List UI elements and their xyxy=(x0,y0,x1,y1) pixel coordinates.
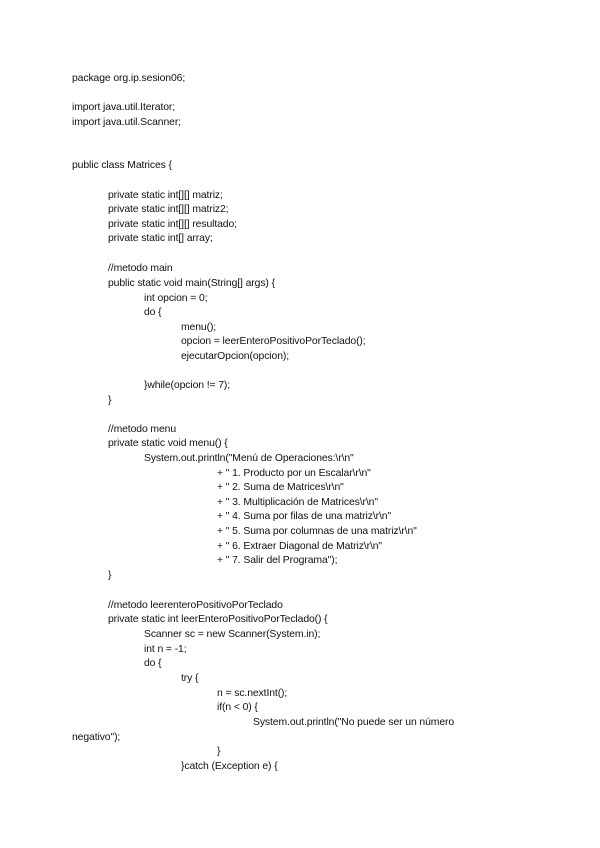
code-line: } xyxy=(217,746,221,757)
code-line: ejecutarOpcion(opcion); xyxy=(181,351,290,362)
code-line: do { xyxy=(144,658,162,669)
code-line: private static int[][] resultado; xyxy=(108,219,237,230)
code-line: n = sc.nextInt(); xyxy=(217,688,288,699)
code-line: int opcion = 0; xyxy=(144,293,208,304)
code-line: + " 7. Salir del Programa"); xyxy=(217,555,338,566)
code-line: try { xyxy=(181,673,199,684)
code-line: private static void menu() { xyxy=(108,438,228,449)
code-line: System.out.println("Menú de Operaciones:\r\n" xyxy=(144,453,354,464)
code-line: + " 2. Suma de Matrices\r\n" xyxy=(217,482,344,493)
code-line: } xyxy=(108,570,112,581)
code-line: }while(opcion != 7); xyxy=(144,380,231,391)
code-line: //metodo main xyxy=(108,263,173,274)
code-line: private static int leerEnteroPositivoPorTeclado() { xyxy=(108,614,328,625)
code-line: private static int[][] matriz; xyxy=(108,190,223,201)
code-line: private static int[][] matriz2; xyxy=(108,204,229,215)
code-line: + " 5. Suma por columnas de una matriz\r\n" xyxy=(217,526,417,537)
code-line: + " 4. Suma por filas de una matriz\r\n" xyxy=(217,511,392,522)
code-line: int n = -1; xyxy=(144,644,187,655)
code-line: }catch (Exception e) { xyxy=(181,761,278,772)
code-line: if(n < 0) { xyxy=(217,702,258,713)
code-line: package org.ip.sesion06; xyxy=(72,73,186,84)
code-line: public class Matrices { xyxy=(72,160,172,171)
code-line: Scanner sc = new Scanner(System.in); xyxy=(144,629,321,640)
code-line: do { xyxy=(144,307,162,318)
code-line: //metodo leerenteroPositivoPorTeclado xyxy=(108,600,283,611)
code-line: import java.util.Iterator; xyxy=(72,102,176,113)
code-line: } xyxy=(108,395,112,406)
code-line: negativo"); xyxy=(72,732,121,743)
code-line: + " 6. Extraer Diagonal de Matriz\r\n" xyxy=(217,541,382,552)
code-line: opcion = leerEnteroPositivoPorTeclado(); xyxy=(181,336,366,347)
code-line: private static int[] array; xyxy=(108,233,213,244)
code-line: import java.util.Scanner; xyxy=(72,117,181,128)
code-line: + " 3. Multiplicación de Matrices\r\n" xyxy=(217,497,378,508)
code-line: //metodo menu xyxy=(108,424,177,435)
code-line: + " 1. Producto por un Escalar\r\n" xyxy=(217,468,371,479)
code-line: menu(); xyxy=(181,322,217,333)
code-line: System.out.println("No puede ser un número xyxy=(253,717,455,728)
code-line: public static void main(String[] args) { xyxy=(108,278,275,289)
